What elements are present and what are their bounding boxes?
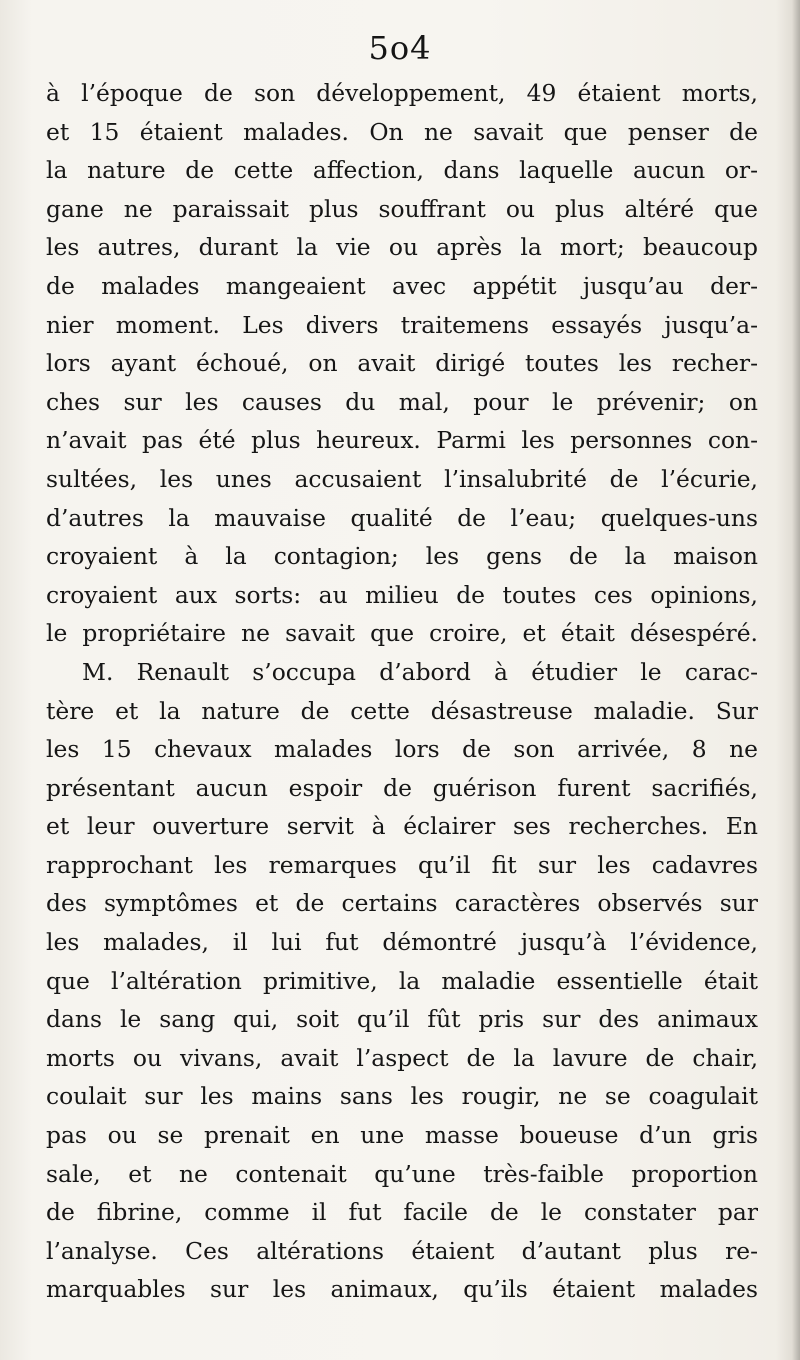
text-line: coulait sur les mains sans les rougir, ne se coagulait	[46, 1082, 758, 1111]
text-line: et leur ouverture servit à éclairer ses recherches. En	[46, 812, 758, 841]
text-line: nier moment. Les divers traitemens essayés jusqu’a-	[46, 310, 758, 339]
text-line: sale, et ne contenait qu’une très-faible proportion	[46, 1159, 758, 1188]
text-line: morts ou vivans, avait l’aspect de la lavure de chair,	[46, 1043, 758, 1072]
text-line: ches sur les causes du mal, pour le prévenir; on	[46, 387, 758, 416]
text-line: gane ne paraissait plus souffrant ou plus altéré que	[46, 194, 758, 223]
text-line: que l’altération primitive, la maladie essentielle était	[46, 966, 758, 995]
text-line: n’avait pas été plus heureux. Parmi les personnes con-	[46, 426, 758, 455]
text-line: les autres, durant la vie ou après la mort; beaucoup	[46, 233, 758, 262]
text-line: à l’époque de son développement, 49 étaient morts,	[46, 79, 758, 107]
text-line: croyaient à la contagion; les gens de la maison	[46, 542, 758, 571]
text-line: les malades, il lui fut démontré jusqu’à l’évidence,	[46, 928, 758, 957]
text-line: dans le sang qui, soit qu’il fût pris sur des animaux	[46, 1005, 758, 1034]
text-line: croyaient aux sorts: au milieu de toutes ces opinions,	[46, 580, 758, 609]
text-line: de fibrine, comme il fut facile de le constater par	[46, 1198, 758, 1227]
text-line: l’analyse. Ces altérations étaient d’autant plus re-	[46, 1236, 758, 1265]
text-line: pas ou se prenait en une masse boueuse d’un gris	[46, 1121, 758, 1150]
text-line: des symptômes et de certains caractères observés sur	[46, 889, 758, 918]
paragraph-start-line: M. Renault s’occupa d’abord à étudier le carac-	[82, 657, 758, 686]
text-line: marquables sur les animaux, qu’ils étaient malades	[46, 1275, 758, 1304]
text-line: les 15 chevaux malades lors de son arrivée, 8 ne	[46, 735, 758, 764]
text-line: la nature de cette affection, dans laquelle aucun or-	[46, 156, 758, 185]
body-text	[46, 74, 758, 1309]
text-line: le propriétaire ne savait que croire, et était désespéré.	[46, 619, 758, 648]
page-number: 5o4	[368, 29, 432, 67]
text-line: et 15 étaient malades. On ne savait que penser de	[46, 117, 758, 146]
text-line: d’autres la mauvaise qualité de l’eau; quelques-uns	[46, 503, 758, 532]
text-line: rapprochant les remarques qu’il fit sur les cadavres	[46, 850, 758, 879]
text-line: tère et la nature de cette désastreuse maladie. Sur	[46, 696, 758, 725]
text-line: présentant aucun espoir de guérison furent sacrifiés,	[46, 773, 758, 802]
text-line: lors ayant échoué, on avait dirigé toutes les recher-	[46, 349, 758, 378]
text-line: de malades mangeaient avec appétit jusqu’au der-	[46, 271, 758, 300]
text-line: sultées, les unes accusaient l’insalubrité de l’écurie,	[46, 464, 758, 493]
page-edge-shadow	[792, 0, 800, 1360]
